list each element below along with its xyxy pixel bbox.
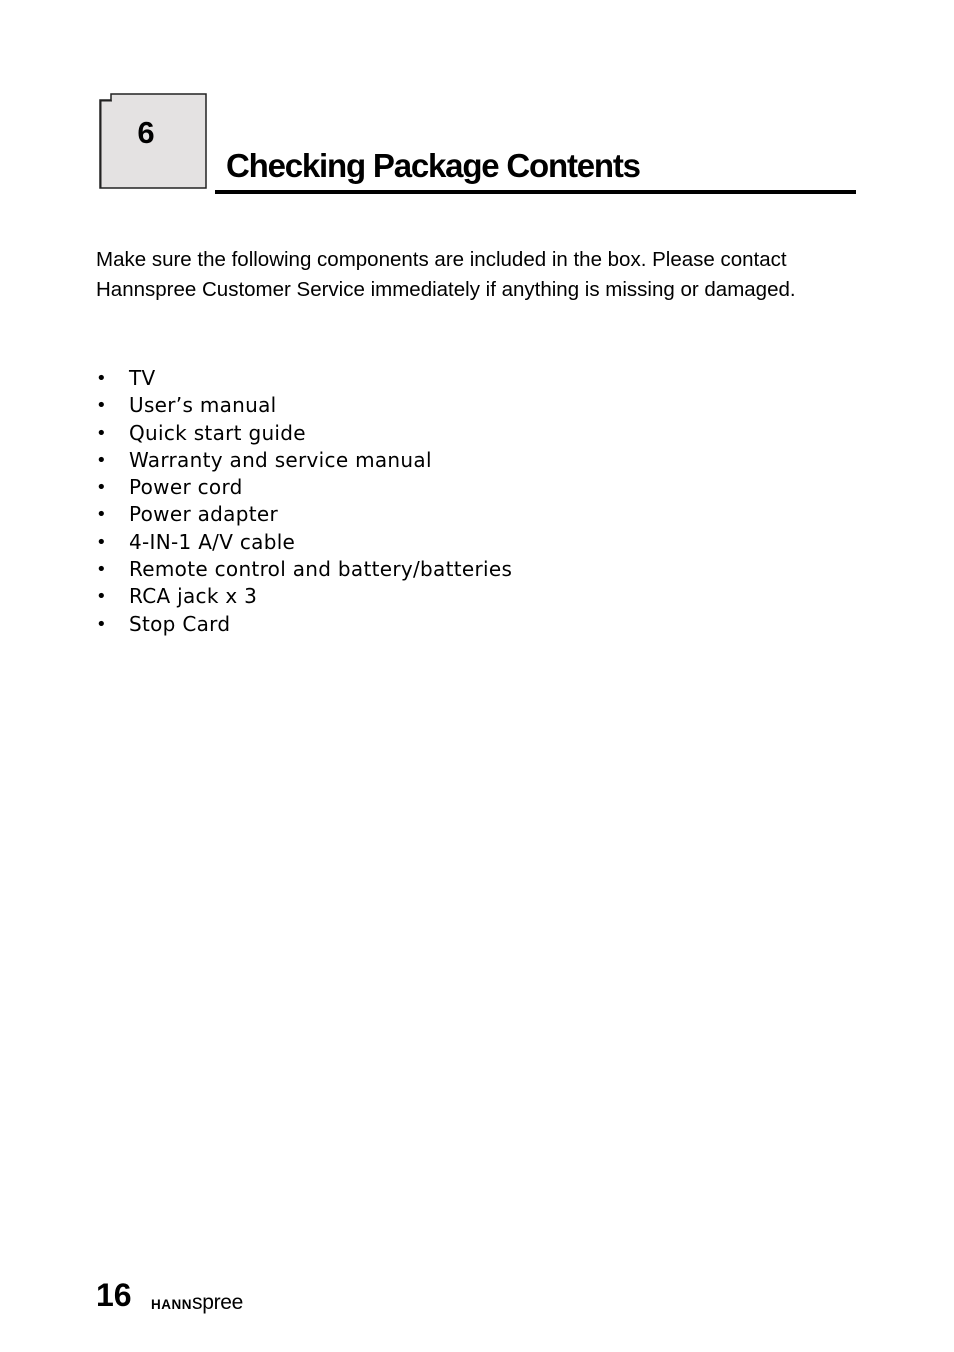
page-number: 16 [96,1277,132,1313]
bullet-icon: • [96,531,107,553]
list-item-label: TV [129,366,156,390]
list-item-label: Power adapter [129,502,278,527]
brand-logo [151,1291,243,1317]
list-item-label: Stop Card [129,611,231,636]
list-item-label: Remote control and battery/batteries [129,557,513,582]
list-item-label: Warranty and service manual [129,447,432,472]
list-item-label: RCA jack x 3 [129,584,258,609]
bullet-icon: • [96,613,107,635]
bullet-icon: • [96,504,107,526]
brand-logo-light: spree [192,1291,244,1314]
list-item [96,501,512,528]
list-item [96,447,512,474]
list-item [96,611,512,638]
bullet-icon: • [96,559,107,581]
page-title: Checking Package Contents [226,147,640,184]
list-item [96,474,512,501]
list-item [96,420,512,447]
list-item [96,556,512,583]
brand-logo-bold: HANN [151,1297,192,1312]
bullet-icon: • [96,449,107,471]
list-item-label: User’s manual [129,393,277,418]
chapter-tab [99,93,207,189]
bullet-icon: • [96,422,107,444]
list-item [96,392,512,419]
list-item [96,365,512,392]
list-item-label: 4-IN-1 A/V cable [129,529,296,554]
intro-paragraph: Make sure the following components are included in the box. Please contact Hannspree Customer Service immediately if anything is missing or damaged. [96,248,796,301]
chapter-number: 6 [137,115,155,150]
list-item-label: Power cord [129,475,243,500]
list-item [96,529,512,556]
list-item [96,583,512,610]
bullet-icon: • [96,586,107,608]
bullet-icon: • [96,477,107,499]
list-item-label: Quick start guide [129,420,306,445]
bullet-icon: • [96,368,107,389]
package-contents-list [96,365,512,638]
bullet-icon: • [96,395,107,417]
title-underline [215,190,856,194]
